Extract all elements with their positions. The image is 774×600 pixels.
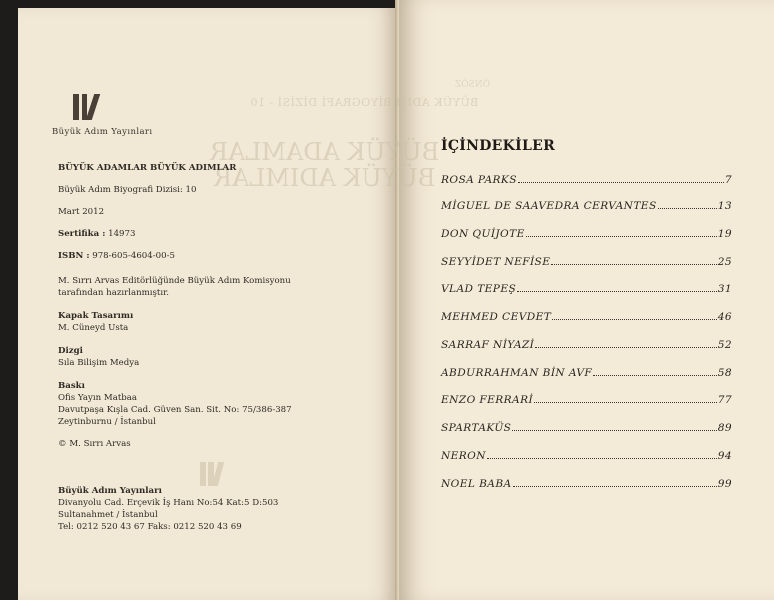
typesetting-label: Dizgi: [58, 346, 83, 356]
toc-entry-title: MEHMED CEVDET: [441, 311, 552, 323]
editor-line-1: M. Sırrı Arvas Editörlüğünde Büyük Adım Komisyonu: [58, 276, 291, 286]
toc-entry[interactable]: [441, 390, 732, 406]
cover-design-value: M. Cüneyd Usta: [58, 323, 129, 333]
toc-entry-title: VLAD TEPEŞ: [441, 283, 517, 295]
toc-entry[interactable]: [441, 279, 732, 295]
certificate-line: [58, 229, 135, 240]
toc-entry-title: SPARTAKÜS: [441, 422, 512, 434]
toc-leader-dots: [593, 375, 717, 376]
toc-entry[interactable]: [441, 363, 732, 379]
toc-entry[interactable]: [441, 170, 732, 186]
toc-leader-dots: [513, 486, 717, 487]
toc-leader-dots: [552, 319, 716, 320]
isbn-label: ISBN :: [58, 251, 90, 261]
toc-entry-page: 77: [717, 394, 732, 406]
typesetting-value: Sıla Bilişim Medya: [58, 358, 140, 368]
bleed-title-line1: BÜYÜK ADAMLAR: [210, 138, 440, 166]
right-page: [398, 0, 774, 600]
toc-entry-page: 13: [717, 200, 732, 212]
toc-entry-title: SEYYİDET NEFİSE: [441, 256, 551, 268]
editor-line-2: tarafından hazırlanmıştır.: [58, 288, 170, 298]
publisher-name: Büyük Adım Yayınları: [52, 127, 153, 137]
toc-entry-page: 52: [717, 339, 732, 351]
phone-fax: Tel: 0212 520 43 67 Faks: 0212 520 43 69: [58, 522, 242, 532]
toc-entry[interactable]: [441, 446, 732, 462]
publish-date: Mart 2012: [58, 207, 105, 217]
toc-leader-dots: [534, 402, 717, 403]
toc-leader-dots: [535, 347, 716, 348]
toc-entry[interactable]: [441, 196, 732, 212]
toc-leader-dots: [551, 264, 716, 265]
toc-entry[interactable]: [441, 474, 732, 490]
toc-entry-title: DON QUİJOTE: [441, 228, 525, 240]
toc-entry[interactable]: [441, 418, 732, 434]
toc-entry-page: 25: [717, 256, 732, 268]
toc-entry-page: 7: [724, 174, 732, 186]
toc-heading: İÇİNDEKİLER: [441, 138, 556, 154]
toc-leader-dots: [487, 458, 717, 459]
toc-entry-title: ABDURRAHMAN BİN AVF: [441, 367, 593, 379]
toc-entry-page: 46: [717, 311, 732, 323]
toc-leader-dots: [526, 236, 717, 237]
print-line-2: Davutpaşa Kışla Cad. Güven San. Sit. No: 75/386-387: [58, 405, 292, 415]
toc-entry-page: 58: [717, 367, 732, 379]
toc-entry-page: 89: [717, 422, 732, 434]
print-line-3: Zeytinburnu / İstanbul: [58, 417, 156, 427]
isbn-value: 978-605-4604-00-5: [92, 251, 175, 261]
certificate-label: Sertifika :: [58, 229, 106, 239]
toc-entry-title: NERON: [441, 450, 486, 462]
address-line-2: Sultanahmet / İstanbul: [58, 510, 158, 520]
bleed-series-text: BÜYÜK ADIM BİYOGRAFİ DİZİSİ - 10: [250, 96, 479, 109]
toc-entry-page: 99: [717, 478, 732, 490]
toc-entry-title: ROSA PARKS: [441, 174, 517, 186]
toc-leader-dots: [517, 291, 717, 292]
toc-leader-dots: [658, 208, 717, 209]
toc-entry[interactable]: [441, 307, 732, 323]
publisher-logo-icon: [73, 94, 103, 120]
book-gutter: [395, 0, 399, 600]
certificate-value: 14973: [108, 229, 136, 239]
toc-entry-page: 19: [717, 228, 732, 240]
toc-entry[interactable]: [441, 252, 732, 268]
toc-entry-page: 94: [717, 450, 732, 462]
toc-leader-dots: [512, 430, 716, 431]
copyright: © M. Sırrı Arvas: [58, 439, 131, 449]
book-title: BÜYÜK ADAMLAR BÜYÜK ADIMLAR: [58, 163, 237, 173]
cover-design-label: Kapak Tasarımı: [58, 311, 134, 321]
bleed-foreword-heading: ÖNSÖZ: [455, 80, 491, 90]
print-line-1: Ofis Yayın Matbaa: [58, 393, 138, 403]
isbn-line: [58, 251, 175, 262]
series-info: Büyük Adım Biyografi Dizisi: 10: [58, 185, 197, 195]
bleed-title-line2: BÜYÜK ADIMLAR: [214, 164, 436, 192]
toc-entry-page: 31: [717, 283, 732, 295]
address-label: Büyük Adım Yayınları: [58, 486, 162, 496]
print-label: Baskı: [58, 381, 85, 391]
address-line-1: Divanyolu Cad. Erçevik İş Hanı No:54 Kat:5 D:503: [58, 498, 279, 508]
toc-entry-title: ENZO FERRARİ: [441, 394, 534, 406]
toc-entry-title: MİGUEL DE SAAVEDRA CERVANTES: [441, 200, 657, 212]
toc-leader-dots: [518, 182, 724, 183]
toc-entry[interactable]: [441, 335, 732, 351]
toc-entry[interactable]: [441, 224, 732, 240]
toc-entry-title: NOEL BABA: [441, 478, 512, 490]
toc-entry-title: SARRAF NİYAZİ: [441, 339, 535, 351]
